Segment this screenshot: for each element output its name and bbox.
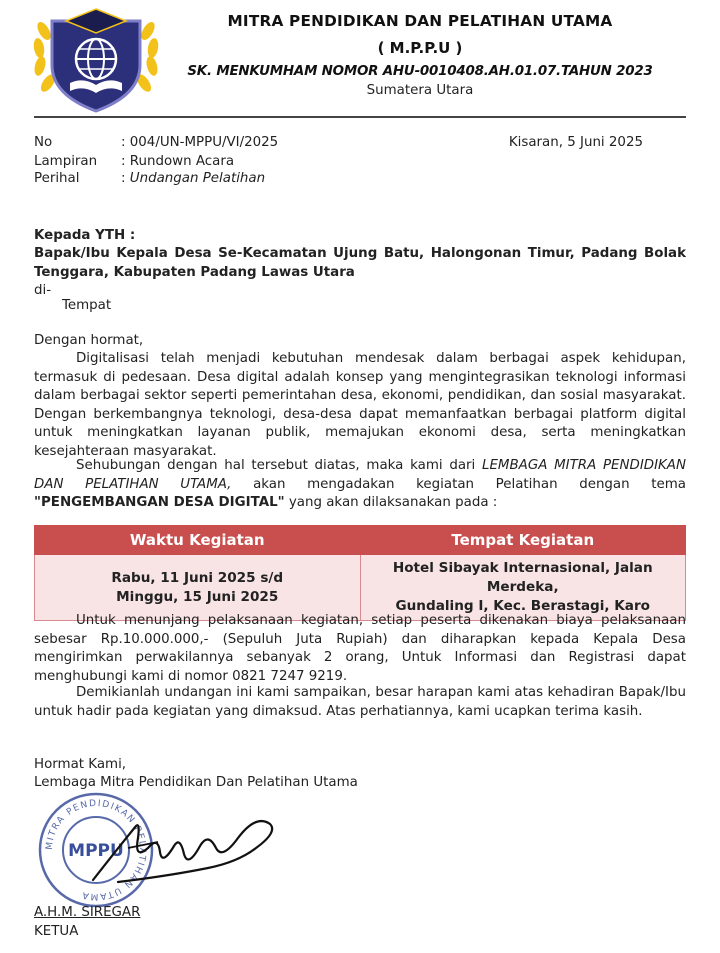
time-line-2: Minggu, 15 Juni 2025 bbox=[116, 588, 279, 605]
time-line-1: Rabu, 11 Juni 2025 s/d bbox=[111, 569, 284, 586]
schedule-row bbox=[35, 555, 686, 621]
paragraph-3: Untuk menunjang pelaksanaan kegiatan, setiap peserta dikenakan biaya pelaksanaan sebesar Rp.10.000.000,- (Sepuluh Juta Rupiah) dan diharapkan kepada Kepala Desa mengirimkan perwakilannya sebanyak 2 orang, Untuk Informasi dan Registrasi dapat menghubungi kami di nomor 0821 7247 9219. bbox=[34, 613, 686, 684]
schedule-time-cell bbox=[35, 555, 361, 621]
stamp-center-text: MPPU bbox=[68, 841, 124, 861]
decree-number: SK. MENKUMHAM NOMOR AHU-0010408.AH.01.07.TAHUN 2023 bbox=[187, 64, 653, 79]
no-label: No bbox=[34, 135, 53, 150]
paragraph-4: Demikianlah undangan ini kami sampaikan, besar harapan kami atas kehadiran Bapak/Ibu untuk hadir pada kegiatan yang dimaksud. Atas perhatiannya, kami ucapkan terima kasih. bbox=[34, 685, 686, 719]
place-line-2: Gundaling I, Kec. Berastagi, Karo bbox=[395, 598, 651, 614]
paragraph-1: Digitalisasi telah menjadi kebutuhan mendesak dalam berbagai aspek kehidupan, termasuk di pedesaan. Desa digital adalah konsep yang mengintegrasikan teknologi informasi dalam berbagai sektor seperti pemerintahan desa, ekonomi, pendidikan, dan sosial masyarakat. Dengan berkembangnya teknologi, desa-desa dapat memanfaatkan berbagai platform digital untuk meningkatkan layanan publik, memajukan ekonomi desa, serta meningkatkan kesejahteraan masyarakat. bbox=[34, 351, 686, 459]
org-name: MITRA PENDIDIKAN DAN PELATIHAN UTAMA bbox=[227, 12, 613, 30]
org-logo bbox=[30, 3, 162, 115]
di-label: di- bbox=[34, 283, 52, 298]
regards: Hormat Kami, bbox=[34, 757, 127, 772]
handwritten-signature bbox=[88, 808, 278, 886]
paragraph-2: Sehubungan dengan hal tersebut diatas, maka kami dari LEMBAGA MITRA PENDIDIKAN DAN PELATIHAN UTAMA, akan mengadakan kegiatan Pelatihan dengan tema "PENGEMBANGAN DESA DIGITAL" yang akan dilaksanakan pada : bbox=[34, 458, 686, 511]
svg-text:MITRA PENDIDIKAN PELATIHAN UTA: MITRA PENDIDIKAN PELATIHAN UTAMA bbox=[44, 798, 148, 902]
lampiran-label: Lampiran bbox=[34, 154, 98, 169]
schedule-header-row bbox=[35, 526, 686, 555]
place-date: Kisaran, 5 Juni 2025 bbox=[508, 135, 643, 150]
addressee: Bapak/Ibu Kepala Desa Se-Kecamatan Ujung Batu, Halongonan Timur, Padang Bolak Tenggara, Kabupaten Padang Lawas Utara bbox=[34, 246, 686, 280]
institution: Lembaga Mitra Pendidikan Dan Pelatihan Utama bbox=[34, 775, 358, 790]
org-abbreviation: ( M.P.P.U ) bbox=[377, 39, 463, 57]
col-place-header: Tempat Kegiatan bbox=[360, 526, 686, 555]
no-value: : 004/UN-MPPU/VI/2025 bbox=[121, 135, 279, 150]
schedule-place-cell bbox=[360, 555, 686, 621]
greeting: Dengan hormat, bbox=[34, 333, 144, 348]
schedule-table bbox=[34, 525, 686, 621]
region: Sumatera Utara bbox=[366, 83, 474, 98]
signer-name: A.H.M. SIREGAR bbox=[34, 905, 141, 920]
place-line-1: Hotel Sibayak Internasional, Jalan Merdeka, bbox=[392, 560, 653, 595]
perihal-label: Perihal bbox=[34, 171, 80, 186]
lampiran-value: : Rundown Acara bbox=[121, 154, 235, 169]
tempat-label: Tempat bbox=[62, 298, 112, 313]
signer-title: KETUA bbox=[34, 924, 79, 939]
perihal-value: : Undangan Pelatihan bbox=[121, 171, 266, 186]
kepada-label: Kepada YTH : bbox=[34, 228, 136, 243]
header-divider bbox=[34, 116, 686, 118]
col-time-header: Waktu Kegiatan bbox=[35, 526, 361, 555]
